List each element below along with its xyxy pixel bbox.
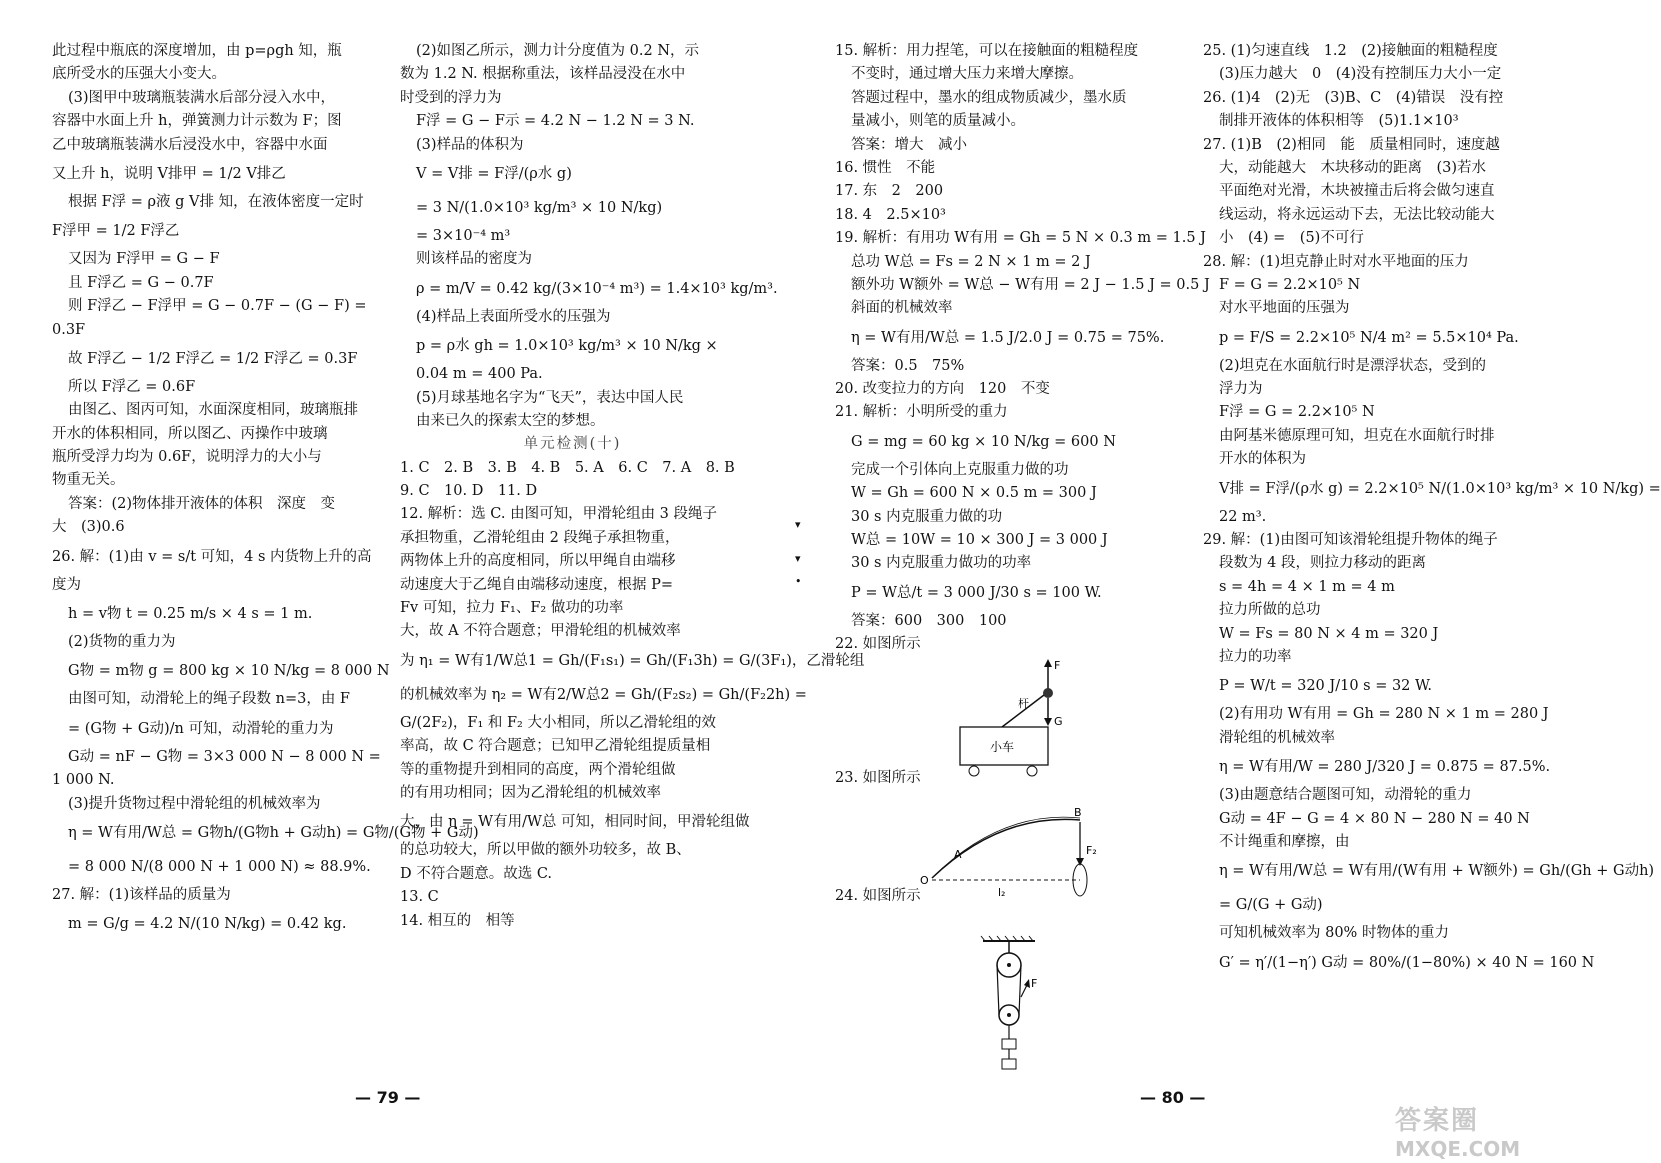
col1-line: 则 F浮乙 − F浮甲 = G − 0.7F − (G − F) = [68,298,367,315]
col1-line: G动 = nF − G物 = 3×3 000 N − 8 000 N = [68,748,381,765]
col4-line: 28. 解：(1)坦克静止时对水平地面的压力 [1203,253,1469,270]
col3-line: 24. 如图所示 [835,887,921,904]
figure-23-lever-diagram [920,808,1120,908]
col1-line: h = v物 t = 0.25 m/s × 4 s = 1 m. [68,606,313,623]
col2-line: 由来已久的探索太空的梦想。 [416,412,605,429]
margin-mark: ▾ [795,518,801,531]
col2-line: (5)月球基地名字为“飞天”，表达中国人民 [416,389,684,406]
col1-line: η = W有用/W总 = G物h/(G物h + G动h) = G物/(G物 + G动) [68,824,479,841]
col2-line: 数为 1.2 N. 根据称重法，该样品浸没在水中 [400,66,686,83]
label-f: F [1054,659,1061,672]
col1-line: 大 (3)0.6 [52,519,125,536]
col2-line: 大，故 A 不符合题意；甲滑轮组的机械效率 [400,623,681,640]
col4-line: F浮 = G = 2.2×10⁵ N [1219,404,1375,421]
col3-line: 答题过程中，墨水的组成物质减少，墨水质 [851,89,1127,106]
col1-line: 1 000 N. [52,772,115,789]
col4-line: η = W有用/W总 = W有用/(W有用 + W额外) = Gh/(Gh + G动h) [1219,863,1655,880]
left-page-column-2 [400,40,865,933]
col1-line: 答案：(2)物体排开液体的体积 深度 变 [68,495,336,512]
label-f: F [1031,977,1038,990]
col1-line: 瓶所受浮力均为 0.6F，说明浮力的大小与 [52,449,322,466]
col4-line: p = F/S = 2.2×10⁵ N/4 m² = 5.5×10⁴ Pa. [1219,329,1519,346]
col4-line: (3)由题意结合题图可知，动滑轮的重力 [1219,787,1472,804]
col2-line: F浮 = G − F示 = 4.2 N − 1.2 N = 3 N. [416,113,695,130]
col2-line: 单元检测(十) [523,436,622,453]
rod-end-ball [1043,688,1053,698]
col1-line: 此过程中瓶底的深度增加，由 p=ρgh 知，瓶 [52,43,342,59]
col4-line: 拉力的功率 [1219,648,1292,665]
col3-line: 30 s 内克服重力做的功 [851,508,1003,525]
col1-line: m = G/g = 4.2 N/(10 N/kg) = 0.42 kg. [68,916,347,933]
col2-line: 为 η₁ = W有1/W总1 = Gh/(F₁s₁) = Gh/(F₁3h) = G/(3F₁)，乙滑轮组 [400,652,865,669]
col3-line: 15. 解析：用力捏笔，可以在接触面的粗糙程度 [835,43,1139,59]
col1-line: 又上升 h，说明 V排甲 = 1/2 V排乙 [52,165,286,182]
col2-line: 12. 解析：选 C. 由图可知，甲滑轮组由 3 段绳子 [400,506,718,523]
label-o: O [920,874,929,887]
col4-line: 22 m³. [1219,508,1267,525]
col4-line: 29. 解：(1)由图可知该滑轮组提升物体的绳子 [1203,532,1498,549]
col1-line: 0.3F [52,321,86,338]
col4-line: G′ = η′/(1−η′) G动 = 80%/(1−80%) × 40 N = 160 N [1219,954,1595,971]
col3-line: η = W有用/W总 = 1.5 J/2.0 J = 0.75 = 75%. [851,329,1165,346]
col2-line: = 3 N/(1.0×10³ kg/m³ × 10 N/kg) [416,199,663,216]
col1-line: 度为 [52,576,81,593]
col2-line: (4)样品上表面所受水的压强为 [416,308,611,325]
col4-line: 由阿基米德原理可知，坦克在水面航行时排 [1219,427,1495,444]
col2-line: 的总功较大，所以甲做的额外功较多，故 B、 [400,842,691,859]
watermark-logo: 答案圈 MXQE.COM [1395,1106,1521,1161]
col1-line: (2)货物的重力为 [68,634,176,651]
col3-line: 量减小，则笔的质量减小。 [851,113,1025,130]
page-number-right: — 80 — [1140,1088,1206,1107]
col3-line: 20. 改变拉力的方向 120 不变 [835,381,1050,398]
col1-line: 容器中水面上升 h，弹簧测力计示数为 F；图 [52,113,342,130]
col2-line: 时受到的浮力为 [400,89,502,106]
label-rod: 杆 [1018,697,1029,710]
col1-line: (3)提升货物过程中滑轮组的机械效率为 [68,795,321,812]
col1-line: 所以 F浮乙 = 0.6F [68,378,196,395]
label-a: A [954,848,962,861]
col1-line: 26. 解：(1)由 v = s/t 可知，4 s 内货物上升的高 [52,548,372,565]
col1-line: 开水的体积相同，所以图乙、丙操作中玻璃 [52,425,328,442]
col3-line: 额外功 W额外 = W总 − W有用 = 2 J − 1.5 J = 0.5 J [851,276,1210,293]
label-b: B [1074,806,1082,819]
col4-line: F = G = 2.2×10⁵ N [1219,276,1361,293]
col4-line: 27. (1)B (2)相同 能 质量相同时，速度越 [1203,136,1500,153]
col4-line: (3)压力越大 0 (4)没有控制压力大小一定 [1219,66,1502,83]
right-page-column-2 [1203,40,1661,980]
col4-line: (2)有用功 W有用 = Gh = 280 N × 1 m = 280 J [1219,706,1549,723]
col1-line: G物 = m物 g = 800 kg × 10 N/kg = 8 000 N [68,663,390,680]
col2-line: 动速度大于乙绳自由端移动速度，根据 P= [400,576,674,593]
col1-line: 乙中玻璃瓶装满水后浸没水中，容器中水面 [52,136,328,153]
col4-line: 拉力所做的总功 [1219,602,1321,619]
figure-24-pulley-diagram [975,935,1045,1085]
col1-line: F浮甲 = 1/2 F浮乙 [52,223,180,240]
col4-line: 25. (1)匀速直线 1.2 (2)接触面的粗糙程度 [1203,43,1498,59]
col3-line: 30 s 内克服重力做功的功率 [851,555,1032,572]
col3-line: 16. 惯性 不能 [835,159,936,176]
col2-line: 大，由 η = W有用/W总 可知，相同时间，甲滑轮组做 [400,814,750,831]
col1-line: 由图乙、图丙可知，水面深度相同，玻璃瓶排 [68,402,358,419]
col4-line: W = Fs = 80 N × 4 m = 320 J [1219,625,1439,642]
col1-line: 物重无关。 [52,472,125,489]
label-f2: F₂ [1086,844,1097,857]
col4-line: 可知机械效率为 80% 时物体的重力 [1219,925,1449,942]
margin-mark: ▾ [795,552,801,565]
col4-line: η = W有用/W = 280 J/320 J = 0.875 = 87.5%. [1219,759,1551,776]
label-l2: l₂ [998,886,1006,899]
col3-line: 答案：增大 减小 [851,136,967,153]
col4-line: G动 = 4F − G = 4 × 80 N − 280 N = 40 N [1219,810,1530,827]
col4-line: 浮力为 [1219,381,1263,398]
col3-line: 不变时，通过增大压力来增大摩擦。 [851,66,1083,83]
col2-line: 9. C 10. D 11. D [400,483,538,500]
col3-line: 斜面的机械效率 [851,300,953,317]
col1-line: 且 F浮乙 = G − 0.7F [68,274,214,291]
col2-line: 的有用功相同；因为乙滑轮组的机械效率 [400,784,661,801]
col2-line: 13. C [400,889,439,906]
col1-line: 由图可知，动滑轮上的绳子段数 n=3，由 F [68,691,350,708]
col4-line: 滑轮组的机械效率 [1219,729,1335,746]
margin-mark: • [795,575,802,588]
col2-line: 14. 相互的 相等 [400,912,515,929]
col4-line: s = 4h = 4 × 1 m = 4 m [1219,578,1395,595]
col4-line: 线运动，将永远运动下去，无法比较动能大 [1219,206,1495,223]
col3-line: W = Gh = 600 N × 0.5 m = 300 J [851,485,1097,502]
col1-line: 故 F浮乙 − 1/2 F浮乙 = 1/2 F浮乙 = 0.3F [68,350,358,367]
col3-line: 答案：600 300 100 [851,612,1007,629]
col3-line: P = W总/t = 3 000 J/30 s = 100 W. [851,584,1102,601]
col3-line: 22. 如图所示 [835,636,921,653]
col2-line: 承担物重，乙滑轮组由 2 段绳子承担物重， [400,529,680,546]
col2-line: V = V排 = F浮/(ρ水 g) [416,165,572,182]
col3-line: G = mg = 60 kg × 10 N/kg = 600 N [851,433,1116,450]
col2-line: (3)样品的体积为 [416,136,524,153]
cart-wheel-left [969,766,979,776]
col1-line: = (G物 + G动)/n 可知，动滑轮的重力为 [68,720,334,737]
col2-line: 两物体上升的高度相同，所以甲绳自由端移 [400,553,676,570]
col1-line: 底所受水的压强大小变大。 [52,66,226,83]
weight-block [1002,1039,1016,1049]
col4-line: (2)坦克在水面航行时是漂浮状态，受到的 [1219,357,1487,374]
col3-line: 23. 如图所示 [835,769,921,786]
col2-line: 0.04 m = 400 Pa. [416,366,543,383]
col2-line: 的机械效率为 η₂ = W有2/W总2 = Gh/(F₂s₂) = Gh/(F₂2h) = [400,686,807,703]
label-g: G [1054,715,1063,728]
col2-line: ρ = m/V = 0.42 kg/(3×10⁻⁴ m³) = 1.4×10³ kg/m³. [416,280,778,297]
col2-line: 1. C 2. B 3. B 4. B 5. A 6. C 7. A 8. B [400,459,735,476]
col4-line: 对水平地面的压强为 [1219,300,1350,317]
col4-line: P = W/t = 320 J/10 s = 32 W. [1219,678,1432,695]
col1-line: (3)图甲中玻璃瓶装满水后部分浸入水中， [68,89,336,106]
col1-line: 根据 F浮 = ρ液 g V排 知，在液体密度一定时 [68,193,364,210]
force-f-arrow [1021,985,1027,997]
col3-line: 18. 4 2.5×10³ [835,206,946,223]
col2-line: D 不符合题意。故选 C. [400,865,553,882]
col4-line: 段数为 4 段，则拉力移动的距离 [1219,555,1426,572]
col4-line: 大，动能越大 木块移动的距离 (3)若水 [1219,159,1487,176]
col4-line: V排 = F浮/(ρ水 g) = 2.2×10⁵ N/(1.0×10³ kg/m³ × 10 N/kg) = [1219,480,1661,497]
col1-line: 又因为 F浮甲 = G − F [68,251,220,268]
col3-line: 21. 解析：小明所受的重力 [835,404,1008,421]
col3-line: 19. 解析：有用功 W有用 = Gh = 5 N × 0.3 m = 1.5 J [835,230,1206,247]
col4-line: 小 (4) = (5)不可行 [1219,230,1364,247]
col3-line: 总功 W总 = Fs = 2 N × 1 m = 2 J [851,253,1091,270]
figure-22-cart-diagram [940,655,1090,785]
weight-block-2 [1002,1059,1016,1069]
col3-line: 答案：0.5 75% [851,357,965,374]
col1-line: = 8 000 N/(8 000 N + 1 000 N) ≈ 88.9%. [68,858,371,875]
col4-line: 平面绝对光滑，木块被撞击后将会做匀速直 [1219,183,1495,200]
col2-line: G/(2F₂)，F₁ 和 F₂ 大小相同，所以乙滑轮组的效 [400,714,716,731]
label-cart: 小车 [990,740,1015,754]
col2-line: (2)如图乙所示，测力计分度值为 0.2 N，示 [416,43,700,59]
col2-line: 率高，故 C 符合题意；已知甲乙滑轮组提质量相 [400,738,711,755]
col4-line: = G/(G + G动) [1219,897,1323,914]
col4-line: 26. (1)4 (2)无 (3)B、C (4)错误 没有控 [1203,89,1504,106]
col4-line: 制排开液体的体积相等 (5)1.1×10³ [1219,113,1459,130]
col3-line: 17. 东 2 200 [835,183,944,200]
col2-line: = 3×10⁻⁴ m³ [416,227,511,244]
col2-line: Fv 可知，拉力 F₁、F₂ 做功的功率 [400,600,624,617]
cart-wheel-right [1027,766,1037,776]
page-number-left: — 79 — [355,1088,421,1107]
col2-line: p = ρ水 gh = 1.0×10³ kg/m³ × 10 N/kg × [416,338,718,355]
col4-line: 不计绳重和摩擦，由 [1219,833,1350,850]
col1-line: 27. 解：(1)该样品的质量为 [52,886,231,903]
col3-line: W总 = 10W = 10 × 300 J = 3 000 J [851,532,1108,549]
col2-line: 则该样品的密度为 [416,251,532,268]
col2-line: 等的重物提升到相同的高度，两个滑轮组做 [400,761,676,778]
col4-line: 开水的体积为 [1219,451,1306,468]
col3-line: 完成一个引体向上克服重力做的功 [851,461,1069,478]
